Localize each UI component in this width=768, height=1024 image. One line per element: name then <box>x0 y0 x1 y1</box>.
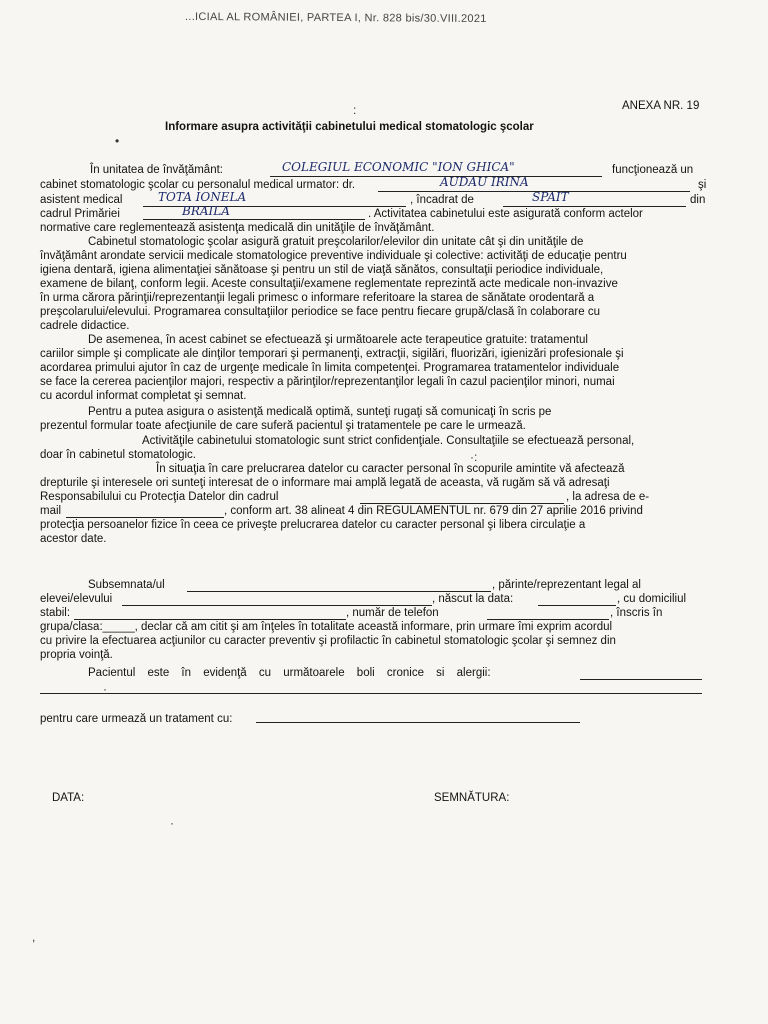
school-field-line <box>270 176 602 177</box>
para1-text: normative care reglementează asistenţa medicală din unităţile de învăţământ. <box>40 222 435 234</box>
para3-line: se face la cererea pacienţilor majori, respectiv a părinţilor/reprezentanţilor legali în cazul pacienţilor minori, numai <box>40 376 615 388</box>
scan-speck: : <box>353 103 357 117</box>
consent-line: cu privire la efectuarea acţiunilor cu caracter preventiv şi profilactic în cabinetul stomatologic şcolar şi semnez din <box>40 635 616 647</box>
para2-line: examene de bilanţ, conform legii. Aceste consultaţii/examene reglementate reprezintă acte medicale non-invazive <box>40 278 618 290</box>
chronic-illness-line <box>580 679 702 680</box>
scan-speck: , <box>32 930 36 944</box>
dpo-label: Responsabilului cu Protecţia Datelor din cadrul <box>40 491 279 503</box>
doctor-field-value: AUDAU IRINA <box>440 175 529 189</box>
para3-line: De asemenea, în acest cabinet se efectuează şi următoarele acte terapeutice gratuite: tratamentul <box>88 334 588 346</box>
phone-label: , număr de telefon <box>346 607 439 619</box>
enrolled-label: , înscris în <box>610 607 663 619</box>
scan-speck: · <box>103 682 107 696</box>
doctor-label: cabinet stomatologic şcolar cu personalul medical urmator: dr. <box>40 179 356 191</box>
para6-text: , la adresa de e- <box>566 491 650 503</box>
para1-text: . Activitatea cabinetului este asigurată conform actelor <box>368 208 643 220</box>
chronic-illness-line-2 <box>40 693 702 694</box>
date-label: DATA: <box>52 792 85 804</box>
employer-field-value: SPAIT <box>532 190 569 204</box>
para1-text: şi <box>698 179 707 191</box>
para3-line: cariilor simple şi complicate ale dinţilor temporari şi permanenţi, extracţii, sigilări, fluorizări, igienizări profesionale şi <box>40 348 624 360</box>
para1-text: funcţionează un <box>612 164 694 176</box>
birth-date-label: , născut la data: <box>432 593 514 605</box>
birth-date-line <box>538 605 616 606</box>
school-label: În unitatea de învăţământ: <box>90 164 223 176</box>
scan-speck: ·: <box>470 450 478 464</box>
treatment-label: pentru care urmează un tratament cu: <box>40 713 233 725</box>
nurse-field-value: TOTA IONELA <box>158 190 247 204</box>
para6-text: , conform art. 38 alineat 4 din REGULAMENTUL nr. 679 din 27 aprilie 2016 privind <box>224 505 643 517</box>
para2-line: cadrele didactice. <box>40 320 130 332</box>
treatment-line <box>256 722 580 723</box>
para1-text: din <box>690 194 706 206</box>
para5-line: doar în cabinetul stomatologic. <box>40 449 196 461</box>
student-label: elevei/elevului <box>40 593 113 605</box>
para5-line: Activităţile cabinetului stomatologic sunt strict confidenţiale. Consultaţiile se efectuează personal, <box>142 435 635 447</box>
scan-speck: · <box>170 816 174 830</box>
para2-line: igiena dentară, igiena alimentaţiei sănătoase şi pentru un stil de viaţă sănătos, consultaţii periodice individuale, <box>40 264 604 276</box>
scan-speck: • <box>115 134 120 148</box>
chronic-illness-label: Pacientul este în evidenţă cu următoarele boli cronice si alergii: <box>88 667 491 679</box>
para4-line: Pentru a putea asigura o asistenţă medicală optimă, sunteţi rugaţi să comunicaţi în scris pe <box>88 406 552 418</box>
para6-line: acestor date. <box>40 533 107 545</box>
nurse-label: asistent medical <box>40 194 123 206</box>
para6-line: drepturile şi interesele ori sunteţi interesat de o informare mai amplă legată de aceasta, vă rugăm să vă adresaţi <box>40 477 610 489</box>
consent-line: propria voinţă. <box>40 649 113 661</box>
para2-line: Cabinetul stomatologic şcolar asigură gratuit preşcolarilor/elevilor din unitate cât şi din unităţile de <box>88 236 584 248</box>
para6-line: În situaţia în care prelucrarea datelor cu caracter personal în scopurile amintite vă afectează <box>156 463 625 475</box>
para2-line: preşcolarului/elevului. Programarea consultaţiilor periodice se face pentru fiecare grupă/clasă în colaborare cu <box>40 306 600 318</box>
para3-line: cu acordul informat completat şi semnat. <box>40 390 247 402</box>
employer-label: , încadrat de <box>410 194 474 206</box>
para2-line: învăţământ arondate servicii medicale stomatologice preventive individuale şi colective: activităţi de educaţie pentru <box>40 250 627 262</box>
document-title: Informare asupra activităţii cabinetului medical stomatologic şcolar <box>165 121 534 133</box>
para4-line: prezentul formular toate afecţiunile de care suferă pacientul şi tratamentele pe care le urmează. <box>40 420 526 432</box>
para6-line: protecţia persoanelor fizice în ceea ce priveşte prelucrarea datelor cu caracter personal şi libera circulaţie a <box>40 519 586 531</box>
annex-number: ANEXA NR. 19 <box>622 100 700 112</box>
para3-line: acordarea primului ajutor în caz de urgenţe medicale în limita competenţei. Programarea tratamentelor individuale <box>40 362 620 374</box>
gazette-header: ...ICIAL AL ROMÂNIEI, PARTEA I, Nr. 828 bis/30.VIII.2021 <box>184 10 487 26</box>
para2-line: în urma cărora părinţii/reprezentanţii legali primesc o informare referitoare la starea de sănătate orodentară a <box>40 292 595 304</box>
city-hall-field-value: BRAILA <box>182 204 230 218</box>
city-hall-field-line <box>143 219 365 220</box>
email-label: mail <box>40 505 62 517</box>
guardian-label: Subsemnata/ul <box>88 579 165 591</box>
consent-line: grupa/clasa:_____, declar că am citit şi am înţeles în totalitate această informare, prin urmare îmi exprim acordul <box>40 621 613 633</box>
school-field-value: COLEGIUL ECONOMIC "ION GHICA" <box>282 160 515 174</box>
signature-label: SEMNĂTURA: <box>434 792 510 804</box>
city-hall-label: cadrul Primăriei <box>40 208 120 220</box>
address-label: stabil: <box>40 607 71 619</box>
domicile-label: , cu domiciliul <box>617 593 687 605</box>
consent-text: , părinte/reprezentant legal al <box>492 579 641 591</box>
